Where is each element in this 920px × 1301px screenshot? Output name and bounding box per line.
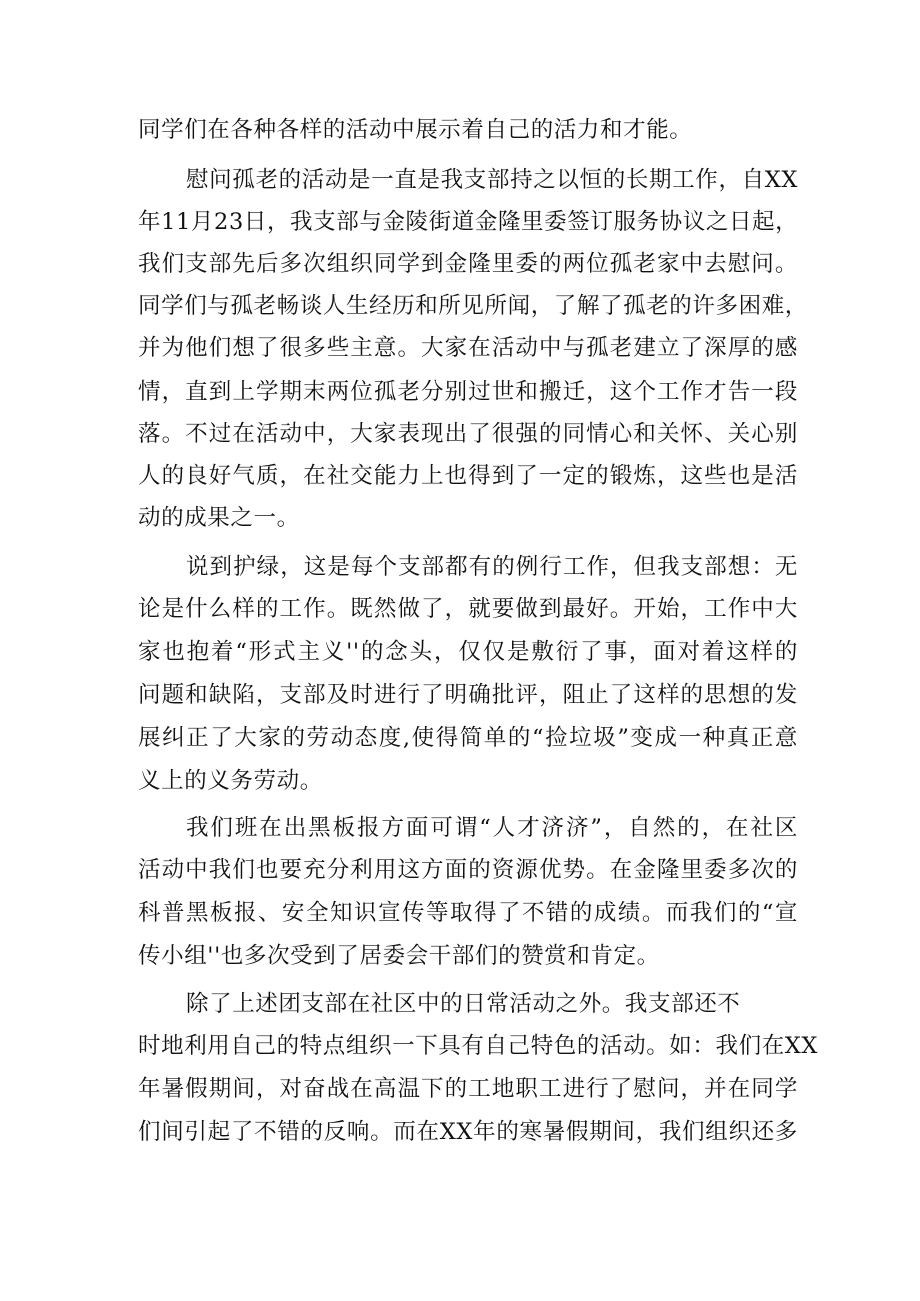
text-line: 传小组''也多次受到了居委会干部们的赞赏和肯定。 (138, 943, 660, 969)
paragraph-first-line: 除了上述团支部在社区中的日常活动之外。我支部还不 (186, 991, 741, 1017)
paragraph-first-line: 慰问孤老的活动是一直是我支部持之以恒的长期工作，自XX (186, 167, 798, 193)
paragraph-first-line: 我们班在出黑板报方面可谓“人才济济”，自然的，在社区 (186, 815, 798, 841)
text-line: 论是什么样的工作。既然做了，就要做到最好。开始，工作中大 (138, 596, 798, 622)
text-line: 义上的义务劳动。 (138, 768, 323, 794)
text-line: 活动中我们也要充分利用这方面的资源优势。在金隆里委多次的 (138, 857, 798, 883)
text-line: 同学们在各种各样的活动中展示着自己的活力和才能。 (138, 117, 693, 143)
paragraph-first-line: 说到护绿，这是每个支部都有的例行工作，但我支部想：无 (186, 554, 798, 580)
text-line: 我们支部先后多次组织同学到金隆里委的两位孤老家中去慰问。 (138, 251, 798, 277)
text-line: 动的成果之一。 (138, 505, 300, 531)
text-line: 问题和缺陷，支部及时进行了明确批评，阻止了这样的思想的发 (138, 682, 798, 708)
text-line: 年暑假期间，对奋战在高温下的工地职工进行了慰问，并在同学 (138, 1076, 798, 1102)
text-line: 落。不过在活动中，大家表现出了很强的同情心和关怀、关心别 (138, 421, 798, 447)
text-line: 人的良好气质，在社交能力上也得到了一定的锻炼，这些也是活 (138, 463, 798, 489)
text-line: 家也抱着“形式主义''的念头，仅仅是敷衍了事，面对着这样的 (138, 639, 798, 665)
text-line: 同学们与孤老畅谈人生经历和所见所闻，了解了孤老的许多困难， (138, 293, 808, 319)
text-line: 年11月23日，我支部与金陵街道金隆里委签订服务协议之日起， (138, 209, 799, 235)
text-line: 情，直到上学期末两位孤老分别过世和搬迁，这个工作才告一段 (138, 379, 798, 405)
text-line: 并为他们想了很多些主意。大家在活动中与孤老建立了深厚的感 (138, 335, 798, 361)
text-line: 们间引起了不错的反响。而在XX年的寒暑假期间，我们组织还多 (138, 1119, 798, 1145)
text-line: 展纠正了大家的劳动态度,使得简单的“捡垃圾”变成一种真正意 (138, 725, 798, 751)
text-line: 时地利用自己的特点组织一下具有自己特色的活动。如：我们在XX (138, 1033, 819, 1059)
text-line: 科普黑板报、安全知识宣传等取得了不错的成绩。而我们的“宣 (138, 900, 798, 926)
